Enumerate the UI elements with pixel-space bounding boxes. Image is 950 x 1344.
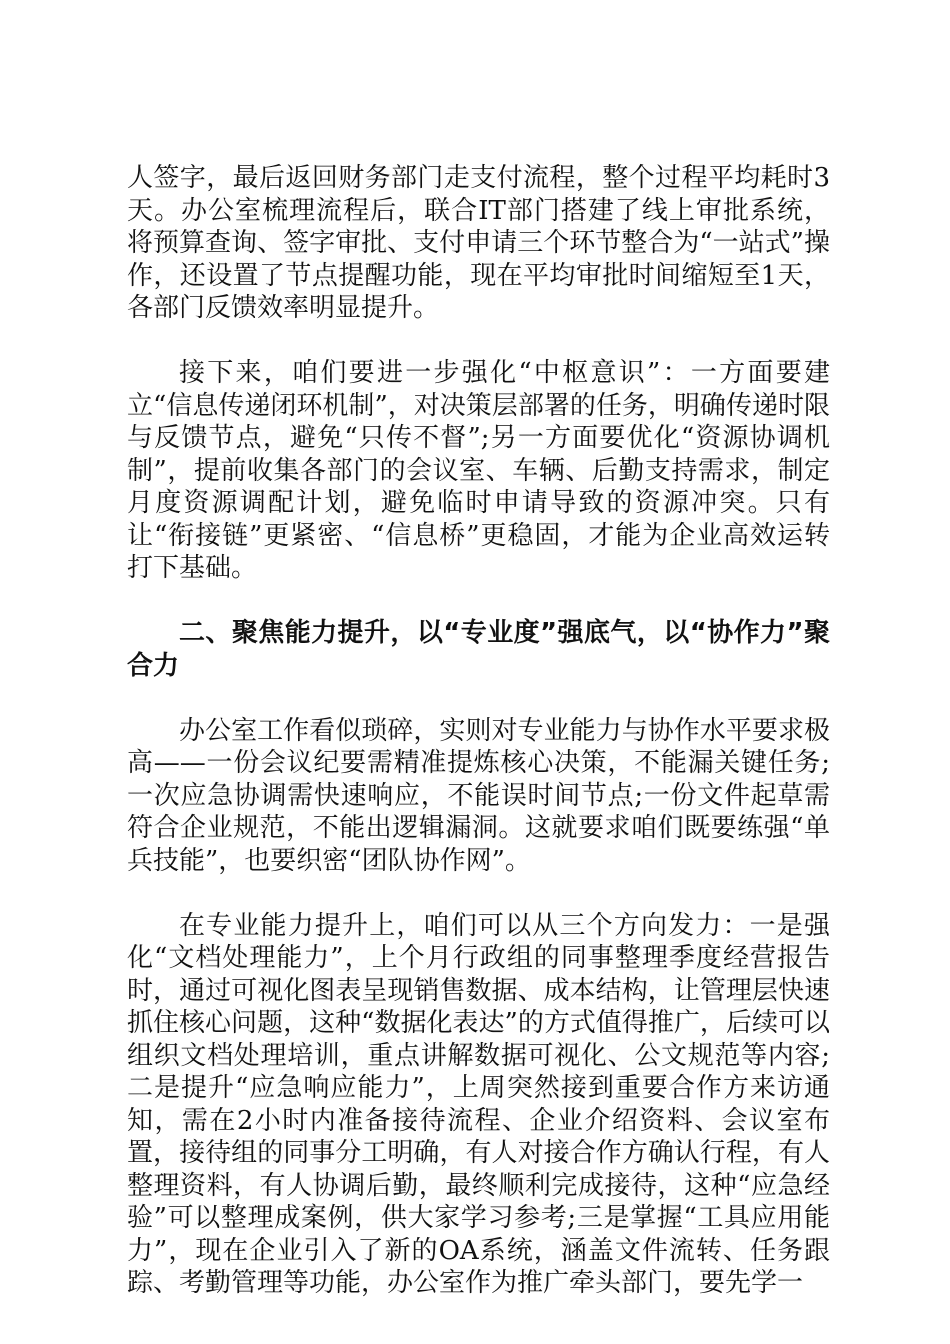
paragraph-gap bbox=[127, 585, 830, 618]
paragraph-hub-awareness: 接下来，咱们要进一步强化“中枢意识”：一方面要建立“信息传递闭环机制”，对决策层部署的任务，明确传递时限与反馈节点，避免“只传不督”;另一方面要优化“资源协调机制”，提前收集各部门的会议室、车辆、后勤支持需求，制定月度资源调配计划，避免临时申请导致的资源冲突。只有让“衔接链”更紧密、“信息桥”更稳固，才能为企业高效运转打下基础。 bbox=[127, 358, 830, 583]
paragraph-skill-directions: 在专业能力提升上，咱们可以从三个方向发力：一是强化“文档处理能力”，上个月行政组的同事整理季度经营报告时，通过可视化图表呈现销售数据、成本结构，让管理层快速抓住核心问题，这种“数据化表达”的方式值得推广，后续可以组织文档处理培训，重点讲解数据可视化、公文规范等内容;二是提升“应急响应能力”，上周突然接到重要合作方来访通知，需在2小时内准备接待流程、企业介绍资料、会议室布置，接待组的同事分工明确，有人对接合作方确认行程，有人整理资料，有人协调后勤，最终顺利完成接待，这种“应急经验”可以整理成案例，供大家学习参考;三是掌握“工具应用能力”，现在企业引入了新的OA系统，涵盖文件流转、任务跟踪、考勤管理等功能，办公室作为推广牵头部门，要先学一 bbox=[127, 910, 830, 1298]
document-page bbox=[127, 162, 830, 1300]
paragraph-gap bbox=[127, 325, 830, 358]
paragraph-approval-process: 人签字，最后返回财务部门走支付流程，整个过程平均耗时3天。办公室梳理流程后，联合IT部门搭建了线上审批系统，将预算查询、签字审批、支付申请三个环节整合为“一站式”操作，还设置了节点提醒功能，现在平均审批时间缩短至1天，各部门反馈效率明显提升。 bbox=[127, 163, 830, 323]
paragraph-gap bbox=[127, 877, 830, 910]
paragraph-gap bbox=[127, 682, 830, 715]
paragraph-professional-requirements: 办公室工作看似琐碎，实则对专业能力与协作水平要求极高——一份会议纪要需精准提炼核心决策，不能漏关键任务;一次应急协调需快速响应，不能误时间节点;一份文件起草需符合企业规范，不能出逻辑漏洞。这就要求咱们既要练强“单兵技能”，也要织密“团队协作网”。 bbox=[127, 715, 830, 876]
section-heading: 二、聚焦能力提升，以“专业度”强底气，以“协作力”聚合力 bbox=[127, 618, 830, 681]
